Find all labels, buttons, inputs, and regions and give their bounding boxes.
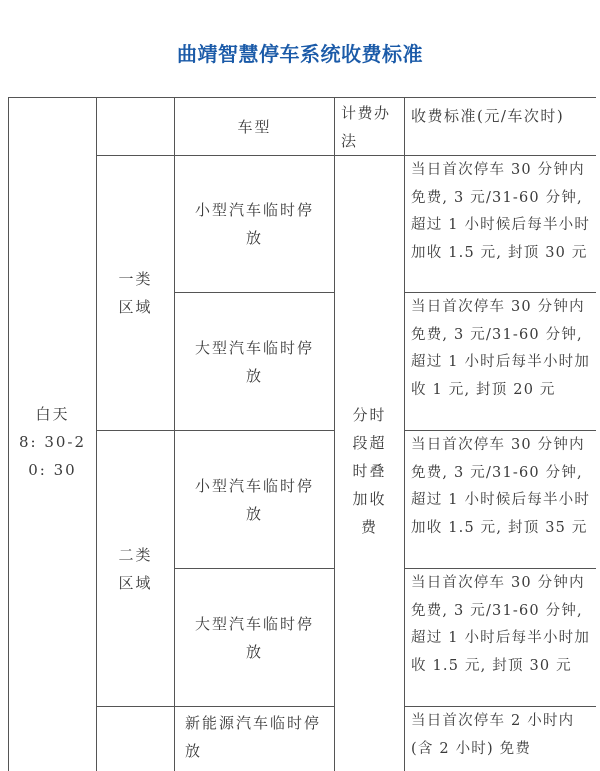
time-period-label-line2: 8: 30-20: 30 [18, 433, 87, 479]
page-title: 曲靖智慧停车系统收费标准 [177, 42, 423, 66]
fee-text-cell: 当日首次停车 2 小时内 (含 2 小时) 免费 [405, 707, 597, 771]
fee-text-cell: 当日首次停车 30 分钟内免费, 3 元/31-60 分钟, 超过 1 小时后每半小时加收 1 元, 封顶 20 元 [405, 293, 597, 431]
vehicle-type-cell [175, 569, 335, 707]
zone-cell [97, 156, 175, 431]
vehicle-type-cell [175, 707, 335, 771]
header-billing-method: 计费办法 [335, 98, 405, 156]
vehicle-type-cell [175, 431, 335, 569]
header-fee-standard: 收费标准(元/车次时) [405, 98, 597, 156]
zone-name: 一类区域 [118, 270, 153, 316]
zone-name: 二类区域 [118, 545, 153, 592]
fee-text-cell: 当日首次停车 30 分钟内免费, 3 元/31-60 分钟, 超过 1 小时后每半小时加收 1.5 元, 封顶 30 元 [405, 569, 597, 707]
table-header-row [9, 98, 597, 156]
vehicle-type-label: 新能源汽车临时停放 [185, 714, 322, 760]
time-period-label [9, 400, 96, 484]
table-row [9, 707, 597, 771]
vehicle-type-label: 大型汽车临时停放 [194, 614, 314, 661]
time-period-label-line1: 白天 [35, 405, 70, 423]
vehicle-type-cell [175, 293, 335, 431]
fee-table-container [8, 97, 596, 771]
zone-cell [97, 431, 175, 707]
fee-text-cell: 当日首次停车 30 分钟内免费, 3 元/31-60 分钟, 超过 1 小时候后每半小时加收 1.5 元, 封顶 35 元 [405, 431, 597, 569]
vehicle-type-label: 大型汽车临时停放 [194, 338, 314, 385]
table-row [9, 156, 597, 293]
billing-method-cell [335, 156, 405, 771]
zone-blank-cell [97, 707, 175, 771]
billing-method-label: 分时段超时叠加收费 [352, 406, 387, 536]
vehicle-type-label: 小型汽车临时停放 [194, 201, 314, 247]
fee-standard-table [8, 97, 596, 771]
header-vehicle-type: 车型 [175, 98, 335, 156]
table-row [9, 431, 597, 569]
fee-text-cell: 当日首次停车 30 分钟内免费, 3 元/31-60 分钟, 超过 1 小时候后每半小时加收 1.5 元, 封顶 30 元 [405, 156, 597, 293]
header-blank-cell [97, 98, 175, 156]
vehicle-type-cell [175, 156, 335, 293]
time-period-cell [9, 98, 97, 771]
vehicle-type-label: 小型汽车临时停放 [194, 476, 314, 523]
